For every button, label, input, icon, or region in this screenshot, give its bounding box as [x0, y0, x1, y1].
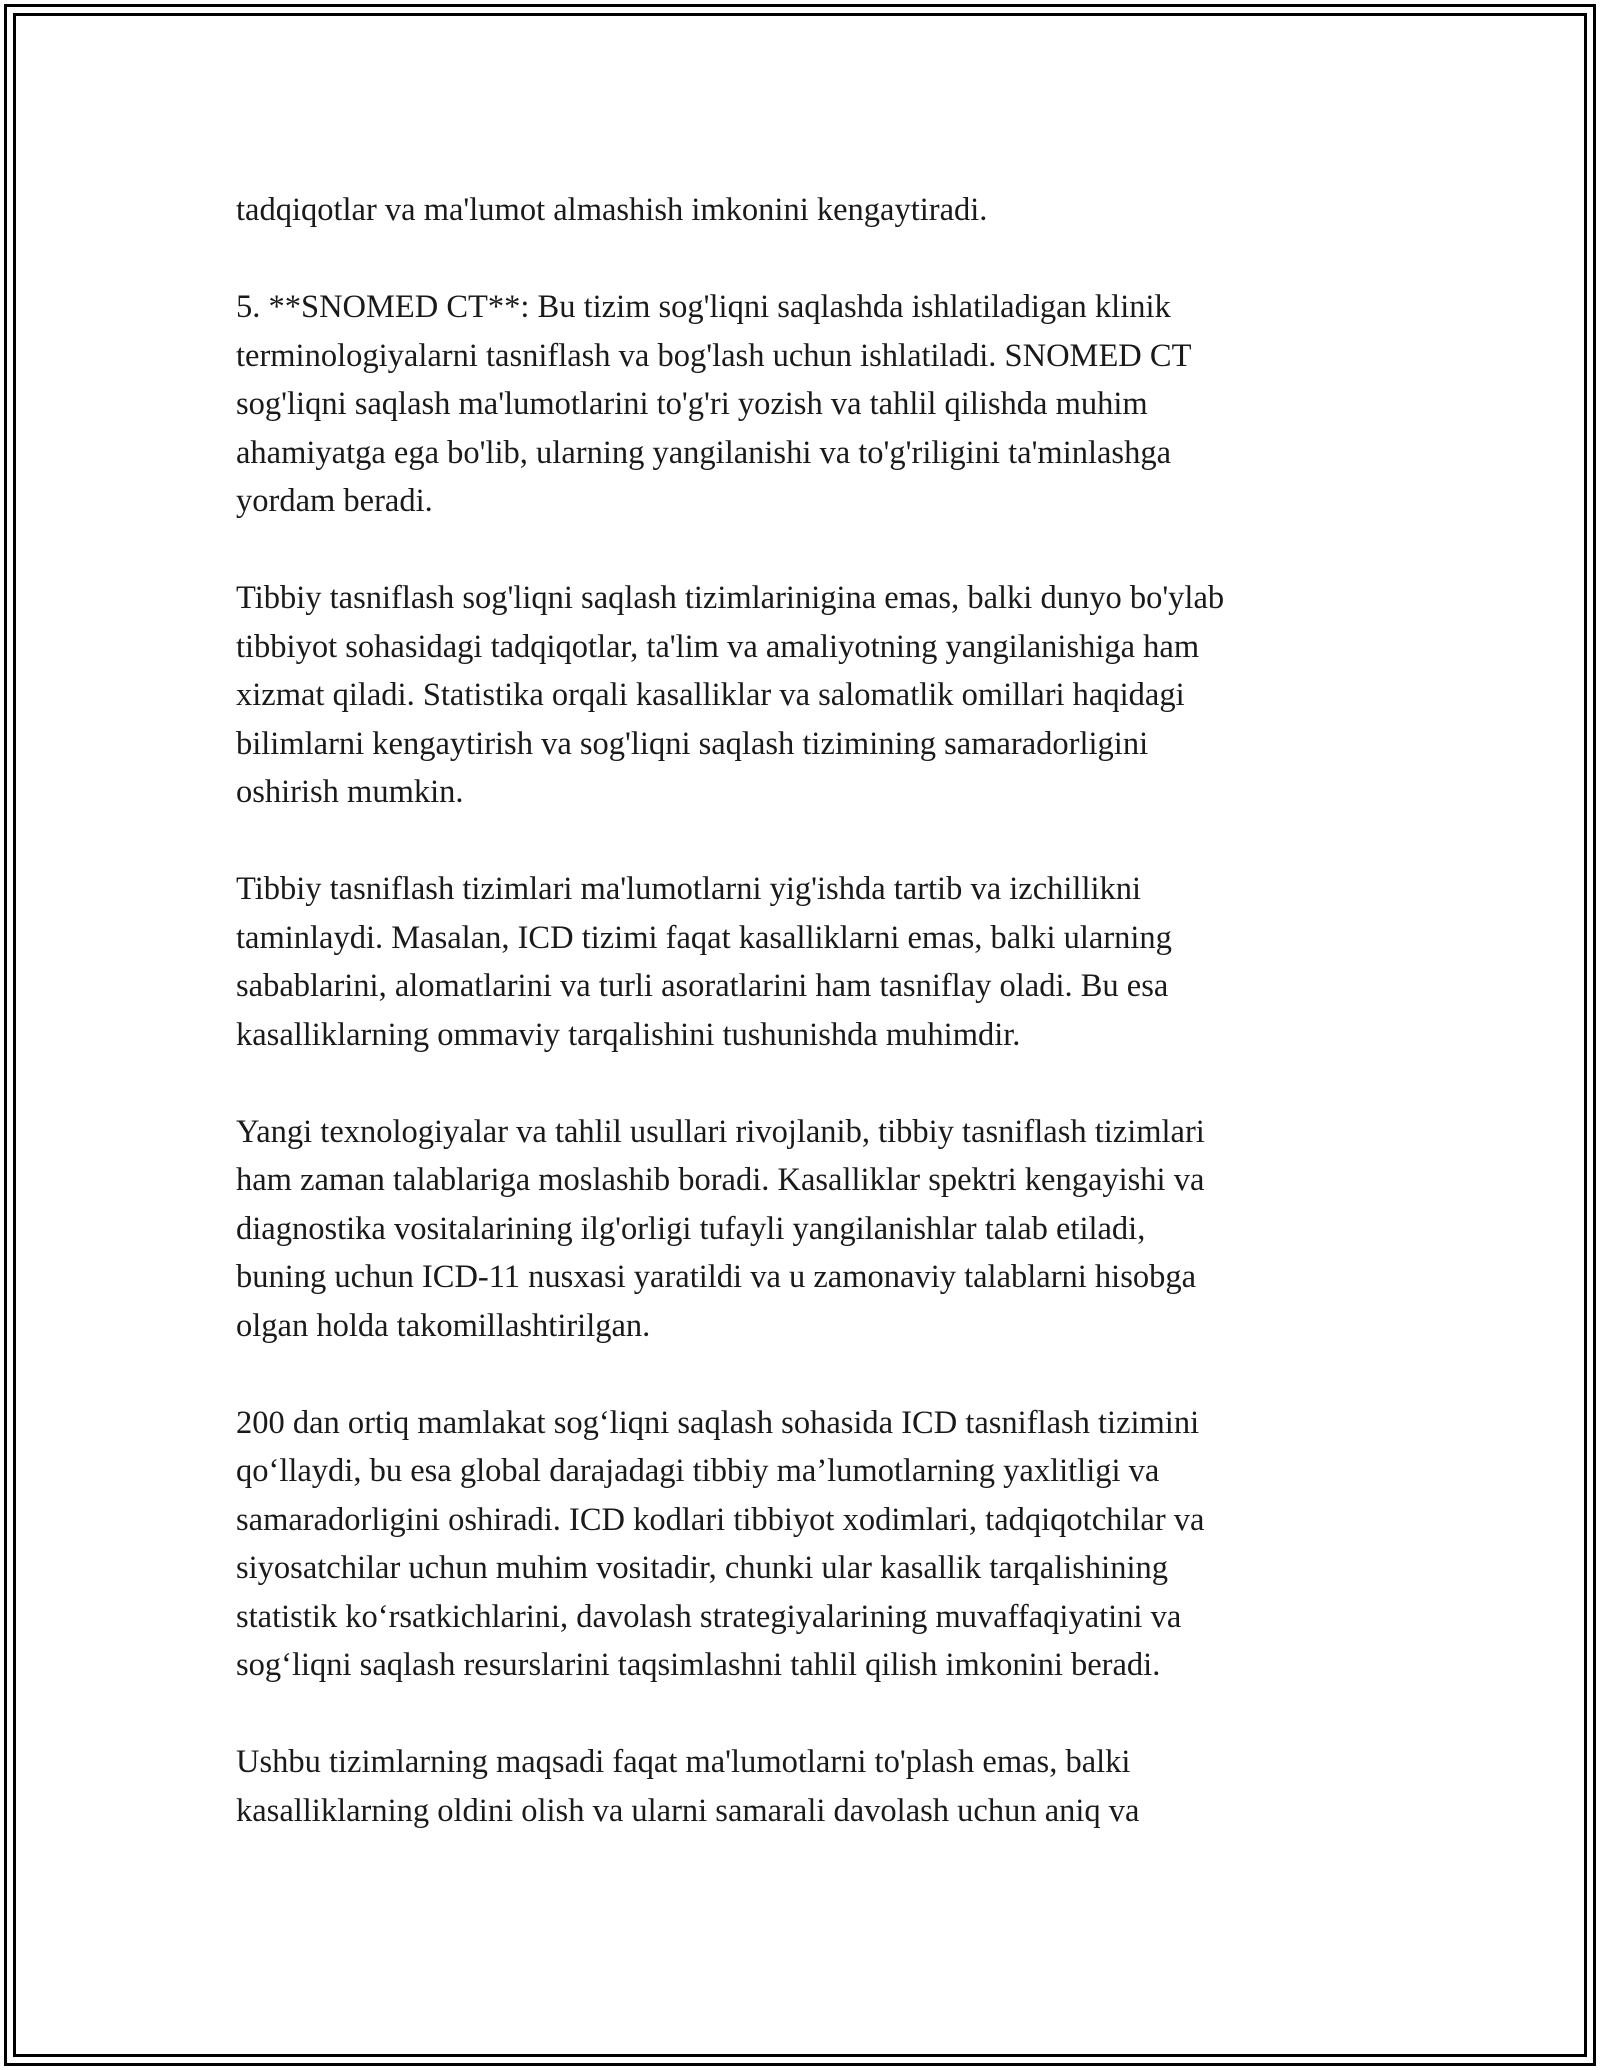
document-body: [236, 186, 1386, 1835]
paragraph: Yangi texnologiyalar va tahlil usullari rivojlanib, tibbiy tasniflash tizimlari ham zaman talablariga moslashib boradi. Kasalliklar spektri kengayishi va diagnostika vositalarining ilg'orligi tufayli yangilanishlar talab etiladi, buning uchun ICD-11 nusxasi yaratildi va u zamonaviy talablarni hisobga olgan holda takomillashtirilgan.: [236, 1113, 1205, 1344]
paragraph: 200 dan ortiq mamlakat sog‘liqni saqlash sohasida ICD tasniflash tizimini qo‘llaydi, bu esa global darajadagi tibbiy ma’lumotlarning yaxlitligi va samaradorligini oshiradi. ICD kodlari tibbiyot xodimlari, tadqiqotchilar va siyosatchilar uchun muhim vositadir, chunki ular kasallik tarqalishining statistik ko‘rsatkichlarini, davolash strategiyalarining muvaffaqiyatini va sog‘liqni saqlash resurslarini taqsimlashni tahlil qilish imkonini beradi.: [236, 1404, 1205, 1683]
paragraph: tadqiqotlar va ma'lumot almashish imkonini kengaytiradi.: [236, 192, 988, 228]
paragraph: Tibbiy tasniflash tizimlari ma'lumotlarni yig'ishda tartib va izchillikni taminlaydi. Masalan, ICD tizimi faqat kasalliklarni emas, balki ularning sabablarini, alomatlarini va turli asoratlarini ham tasniflay oladi. Bu esa kasalliklarning ommaviy tarqalishini tushunishda muhimdir.: [236, 871, 1172, 1053]
paragraph-snomed-ct: 5. **SNOMED CT**: Bu tizim sog'liqni saqlashda ishlatiladigan klinik terminologiyalarni tasniflash va bog'lash uchun ishlatiladi. SNOMED CT sog'liqni saqlash ma'lumotlarini to'g'ri yozish va tahlil qilishda muhim ahamiyatga ega bo'lib, ularning yangilanishi va to'g'riligini ta'minlashga yordam beradi.: [236, 289, 1192, 519]
paragraph: Ushbu tizimlarning maqsadi faqat ma'lumotlarni to'plash emas, balki kasalliklarning oldini olish va ularni samarali davolash uchun aniq va: [236, 1744, 1140, 1829]
paragraph: Tibbiy tasniflash sog'liqni saqlash tizimlarinigina emas, balki dunyo bo'ylab tibbiyot sohasidagi tadqiqotlar, ta'lim va amaliyotning yangilanishiga ham xizmat qiladi. Statistika orqali kasalliklar va salomatlik omillari haqidagi bilimlarni kengaytirish va sog'liqni saqlash tizimining samaradorligini oshirish mumkin.: [236, 580, 1225, 810]
